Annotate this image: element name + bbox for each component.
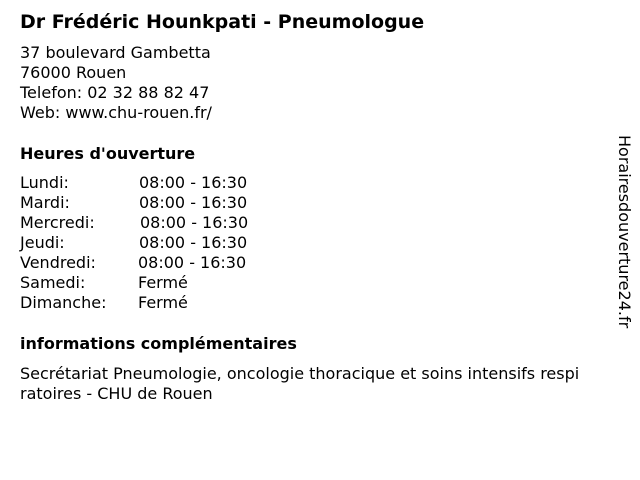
page-title: Dr Frédéric Hounkpati - Pneumologue — [20, 11, 425, 33]
day-hours: 08:00 - 16:30 — [139, 173, 248, 192]
day-label: Mardi: — [20, 193, 70, 212]
hours-row-saturday — [20, 273, 320, 293]
day-label: Dimanche: — [20, 293, 107, 312]
day-hours: 08:00 - 16:30 — [139, 193, 248, 212]
website-link[interactable]: Web: www.chu-rouen.fr/ — [20, 103, 212, 122]
hours-row-wednesday — [20, 213, 320, 233]
hours-row-tuesday — [20, 193, 320, 213]
hours-heading: Heures d'ouverture — [20, 144, 196, 163]
day-hours: Fermé — [138, 273, 188, 292]
day-label: Jeudi: — [20, 233, 65, 252]
info-heading: informations complémentaires — [20, 334, 297, 353]
day-hours: 08:00 - 16:30 — [138, 253, 247, 272]
phone-number[interactable]: Telefon: 02 32 88 82 47 — [20, 83, 210, 102]
day-hours: Fermé — [138, 293, 188, 312]
address-street: 37 boulevard Gambetta — [20, 43, 211, 62]
day-label: Mercredi: — [20, 213, 95, 232]
hours-row-friday — [20, 253, 320, 273]
day-label: Lundi: — [20, 173, 69, 192]
site-watermark: Horairesdouverture24.fr — [615, 135, 634, 329]
info-description: Secrétariat Pneumologie, oncologie thoracique et soins intensifs respi ratoires - CHU de Rouen — [20, 364, 580, 403]
day-label: Samedi: — [20, 273, 86, 292]
hours-row-sunday — [20, 293, 320, 313]
day-hours: 08:00 - 16:30 — [139, 233, 248, 252]
hours-row-thursday — [20, 233, 320, 253]
hours-row-monday — [20, 173, 320, 193]
day-label: Vendredi: — [20, 253, 96, 272]
day-hours: 08:00 - 16:30 — [140, 213, 249, 232]
address-city: 76000 Rouen — [20, 63, 127, 82]
